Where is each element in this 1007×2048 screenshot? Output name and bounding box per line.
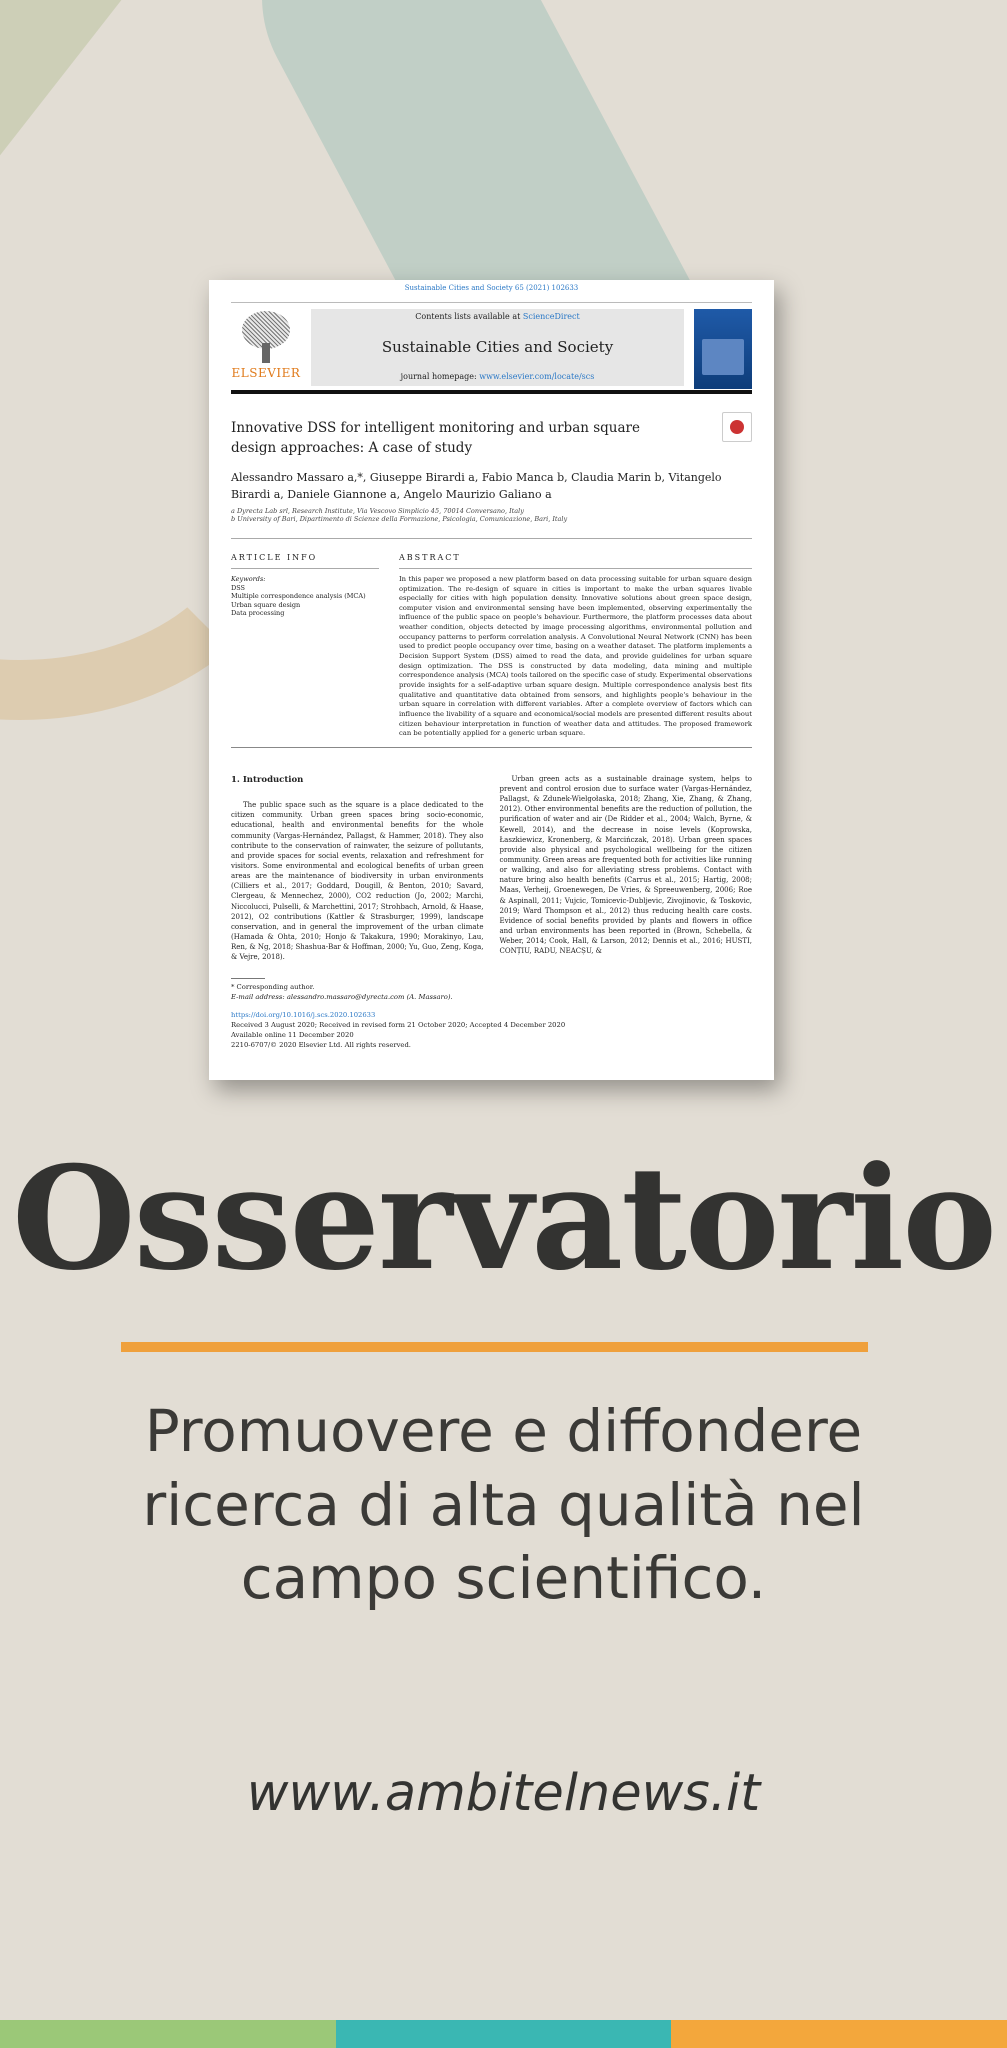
brand-title: Osservatorio (11, 1136, 996, 1302)
author-email: E-mail address: alessandro.massaro@dyrecta.com (A. Massaro). (231, 993, 453, 1002)
divider (231, 538, 752, 539)
abstract-text: In this paper we proposed a new platform based on data processing suitable for urban square design optimization. The re-design of square in cities is important to make the urban squares livable especially for cities with high population density. Innovative solutions about green space design, computer vision and environmental sensing have been implemented, observing experimentally the influence of the public space on people's behaviour. Furthermore, the platform processes data about weather condition, objects detected by image processing algorithms, environmental pollution and occupancy patterns to perform correlation analysis. A Convolutional Neural Network (CNN) has been used to predict people occupancy over time, basing on a weather dataset. The platform implements a Decision Support System (DSS) aimed to read the data, and provide guidelines for urban square design optimization. The DSS is constructed by data modeling, data mining and multiple correspondence analysis (MCA) tools tailored on the specific case of study. Experimental observations provide insights for a self-adaptive urban square design. Multiple correspondence analysis best fits qualitative and quantitative data obtained from sensors, and highlights people's behaviour in the urban square in correlation with different variables. After a complete overview of factors which can influence the livability of a square and economical/social models are presented different results about citizen behaviour interpretation in function of weather data and attitudes. The proposed framework can be potentially applied for a generic urban square. (399, 574, 752, 738)
body-column-left (231, 774, 484, 963)
intro-paragraph: The public space such as the square is a place dedicated to the citizen community. Urban green spaces bring socio-economic, educational, health and environmental benefits for the whole community (Vargas-Hernández, Pallagst, & Hammer, 2018). They also contribute to the conservation of rainwater, the seizure of pollutants, and provide spaces for social events, relaxation and refreshment for visitors. Some environmental and ecological benefits of urban green areas are the maintenance of biodiversity in urban environments (Cilliers et al., 2017; Goddard, Dougill, & Benton, 2010; Savard, Clergeau, & Mennechez, 2000), CO2 reduction (Jo, 2002; Marchi, Niccolucci, Pulselli, & Marchettini, 2017; Strohbach, Arnold, & Haase, 2012), O2 contributions (Kattler & Strasburger, 1999), landscape conservation, and in general the improvement of the urban climate (Hamada & Ohta, 2010; Honjo & Takakura, 1990; Morakinyo, Lau, Ren, & Ng, 2018; Shashua-Bar & Hoffman, 2000; Yu, Guo, Zeng, Koga, & Vejre, 2018). (231, 801, 484, 962)
journal-homepage-link[interactable]: www.elsevier.com/locate/scs (479, 372, 595, 382)
article-info-label: ARTICLE INFO (231, 553, 379, 569)
received-dates: Received 3 August 2020; Received in revised form 21 October 2020; Accepted 4 December 2020 (231, 1020, 566, 1029)
orange-divider (121, 1342, 868, 1352)
keywords-label: Keywords: (231, 574, 266, 583)
paper-authors: Alessandro Massaro a,*, Giuseppe Birardi a, Fabio Manca b, Claudia Marin b, Vitangelo Birardi a, Daniele Giannone a, Angelo Maurizio Galiano a (231, 470, 722, 501)
contents-line: Contents lists available at ScienceDirect (415, 312, 580, 321)
color-bar-green (0, 2020, 336, 2048)
paper-preview (209, 280, 774, 1080)
title-row (231, 394, 752, 459)
intro-paragraph: Urban green acts as a sustainable drainage system, helps to prevent and control erosion due to surface water (Vargas-Hernández, Pallagst, & Zdunek-Wielgołaska, 2018; Zhang, Xie, Zhang, & Zhang, 2012). Other environmental benefits are the reduction of pollution, the purification of water and air (De Ridder et al., 2004; Walch, Byrne, & Kewell, 2014), and the decrease in noise levels (Koprowska, Łaszkiewicz, Kronenberg, & Marcińczak, 2018). Urban green spaces provide also physical and psychological wellbeing for the citizen community. Green areas are frequented both for activities like running or walking, and also for alleviating stress problems. Contact with nature bring also health benefits (Carrus et al., 2015; Hartig, 2008; Maas, Verheij, Groenewegen, De Vries, & Spreeuwenberg, 2006; Roe & Aspinall, 2011; Vujcic, Tomicevic-Dubljevic, Zivojinovic, & Toskovic, 2019; Ward Thompson et al., 2012) thus reducing health care costs. Evidence of social benefits provided by plants and flowers in office and urban environments has been reported in (Brown, Schebella, & Weber, 2014; Cook, Hall, & Larson, 2012; Dennis et al., 2016; HUSTI, CONȚIU, RADU, NEACȘU, & (499, 774, 752, 956)
keyword: Multiple correspondence analysis (MCA) (231, 592, 366, 601)
keyword: DSS (231, 583, 246, 592)
journal-cover-image (694, 309, 752, 389)
publisher-name: ELSEVIER (231, 366, 301, 380)
homepage-line: journal homepage: www.elsevier.com/locate/scs (400, 372, 595, 382)
corresponding-author: * Corresponding author. (231, 983, 315, 992)
journal-header (231, 302, 752, 386)
article-info (231, 553, 389, 739)
paper-title: Innovative DSS for intelligent monitoring and urban square design approaches: A case of study (231, 420, 640, 457)
tagline: Promuovere e diffondere ricerca di alta qualità nel campo scientifico. (142, 1397, 865, 1613)
color-bar (0, 2020, 1007, 2048)
copyright: 2210-6707/© 2020 Elsevier Ltd. All rights reserved. (231, 1040, 411, 1049)
body-column-right (500, 774, 753, 963)
affiliation-b: b University of Bari, Dipartimento di Scienze della Formazione, Psicologia, Comunicazione, Bari, Italy (231, 515, 568, 524)
elsevier-tree-icon (236, 309, 296, 365)
introduction-section (231, 774, 752, 963)
paper-citation: Sustainable Cities and Society 65 (2021) 102633 (404, 284, 579, 292)
color-bar-teal (336, 2020, 672, 2048)
abstract-label: ABSTRACT (399, 553, 752, 569)
check-for-updates-icon[interactable] (722, 412, 752, 442)
available-online: Available online 11 December 2020 (231, 1030, 354, 1039)
intro-heading: 1. Introduction (231, 774, 304, 785)
paper-footer (231, 978, 752, 1050)
abstract-section (389, 553, 752, 739)
journal-name: Sustainable Cities and Society (381, 338, 614, 357)
divider (231, 747, 752, 748)
color-bar-orange (671, 2020, 1007, 2048)
article-info-section (231, 553, 752, 739)
doi-link[interactable]: https://doi.org/10.1016/j.scs.2020.102633 (231, 1011, 376, 1020)
journal-box (311, 309, 684, 386)
elsevier-logo (231, 309, 301, 386)
affiliation-a: a Dyrecta Lab srl, Research Institute, Via Vescovo Simplicio 45, 70014 Conversano, Italy (231, 506, 524, 515)
keyword: Data processing (231, 609, 285, 617)
sciencedirect-link[interactable]: ScienceDirect (522, 312, 580, 321)
keyword: Urban square design (231, 600, 301, 609)
website-link[interactable]: www.ambitelnews.it (246, 1764, 761, 1823)
